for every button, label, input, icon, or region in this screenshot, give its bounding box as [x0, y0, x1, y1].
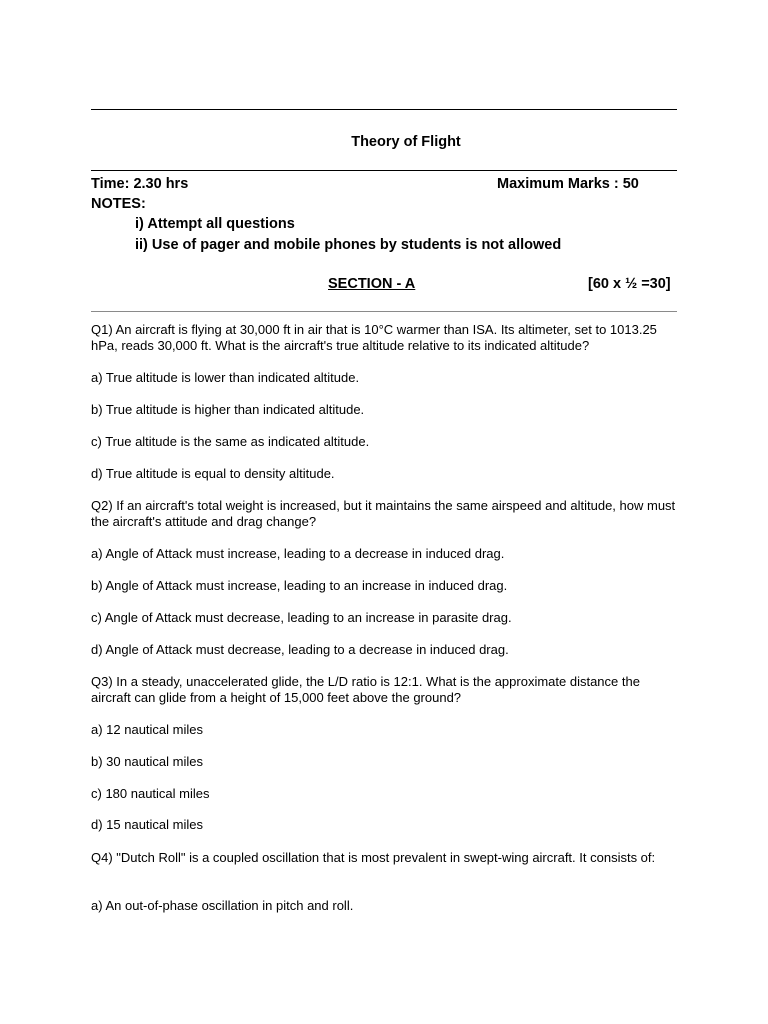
- question-text: Q4) "Dutch Roll" is a coupled oscillation that is most prevalent in swept-wing aircraft. It consists of:: [91, 850, 656, 865]
- question-text: Q2) If an aircraft's total weight is increased, but it maintains the same airspeed and altitude, how must the aircraft's attitude and drag change?: [91, 498, 676, 529]
- answer-option: a) Angle of Attack must increase, leading to a decrease in induced drag.: [91, 546, 505, 561]
- answer-option: b) Angle of Attack must increase, leading to an increase in induced drag.: [91, 578, 508, 593]
- note-item: ii) Use of pager and mobile phones by students is not allowed: [135, 237, 562, 253]
- answer-option: d) Angle of Attack must decrease, leading to a decrease in induced drag.: [91, 642, 509, 657]
- answer-option: b) True altitude is higher than indicated altitude.: [91, 402, 365, 417]
- title-rule: [91, 170, 677, 171]
- question-text: Q3) In a steady, unaccelerated glide, the L/D ratio is 12:1. What is the approximate distance the aircraft can glide from a height of 15,000 feet above the ground?: [91, 674, 640, 705]
- answer-option: c) 180 nautical miles: [91, 786, 210, 801]
- section-marks: [60 x ½ =30]: [588, 276, 671, 292]
- answer-option: a) An out-of-phase oscillation in pitch and roll.: [91, 898, 354, 913]
- answer-option: a) 12 nautical miles: [91, 722, 203, 737]
- page-title: Theory of Flight: [351, 134, 461, 150]
- answer-option: c) Angle of Attack must decrease, leading to an increase in parasite drag.: [91, 610, 512, 625]
- notes-label: NOTES:: [91, 196, 146, 212]
- answer-option: d) True altitude is equal to density altitude.: [91, 466, 335, 481]
- answer-option: c) True altitude is the same as indicated altitude.: [91, 434, 370, 449]
- note-item: i) Attempt all questions: [135, 216, 295, 232]
- answer-option: d) 15 nautical miles: [91, 817, 203, 832]
- question-text: Q1) An aircraft is flying at 30,000 ft in air that is 10°C warmer than ISA. Its altimeter, set to 1013.25 hPa, reads 30,000 ft. What is the aircraft's true altitude relative to its indicated altitude?: [91, 322, 657, 353]
- top-rule: [91, 109, 677, 110]
- answer-option: a) True altitude is lower than indicated altitude.: [91, 370, 360, 385]
- section-heading: SECTION - A: [328, 276, 416, 292]
- answer-option: b) 30 nautical miles: [91, 754, 203, 769]
- exam-time: Time: 2.30 hrs: [91, 176, 189, 192]
- section-rule: [91, 311, 677, 312]
- maximum-marks: Maximum Marks : 50: [497, 176, 639, 192]
